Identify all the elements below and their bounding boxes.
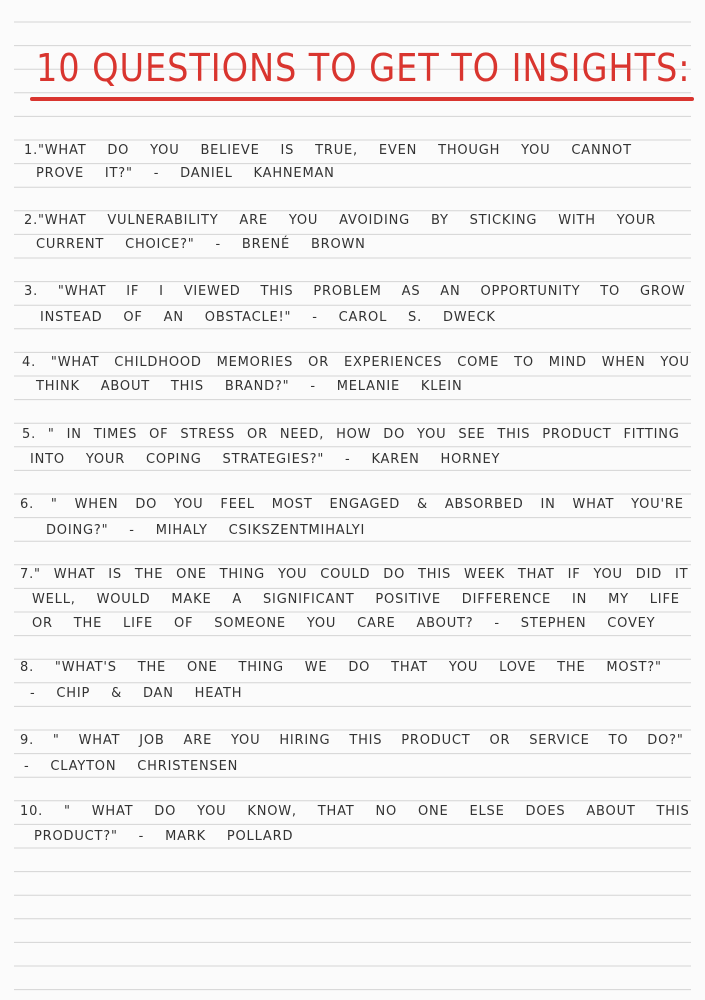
title-underline <box>30 97 694 101</box>
question-5-line-2: INTO YOUR COPING STRATEGIES?" - KAREN HORNEY <box>30 452 501 467</box>
question-2-line-1: 2."WHAT VULNERABILITY ARE YOU AVOIDING BY STICKING WITH YOUR <box>24 213 656 228</box>
page-title: 10 QUESTIONS TO GET TO INSIGHTS: <box>36 46 691 90</box>
question-6-line-1: 6. " WHEN DO YOU FEEL MOST ENGAGED & ABSORBED IN WHAT YOU'RE <box>20 497 684 512</box>
question-9-line-1: 9. " WHAT JOB ARE YOU HIRING THIS PRODUCT OR SERVICE TO DO?" <box>20 733 684 748</box>
question-5-line-1: 5. " IN TIMES OF STRESS OR NEED, HOW DO YOU SEE THIS PRODUCT FITTING <box>22 427 680 442</box>
question-1-line-2: PROVE IT?" - DANIEL KAHNEMAN <box>36 166 335 181</box>
question-10-line-2: PRODUCT?" - MARK POLLARD <box>34 829 294 844</box>
question-3-line-2: INSTEAD OF AN OBSTACLE!" - CAROL S. DWECK <box>40 310 496 325</box>
question-7-line-2: WELL, WOULD MAKE A SIGNIFICANT POSITIVE DIFFERENCE IN MY LIFE <box>32 592 680 607</box>
question-8-line-1: 8. "WHAT'S THE ONE THING WE DO THAT YOU LOVE THE MOST?" <box>20 660 662 675</box>
question-4-line-1: 4. "WHAT CHILDHOOD MEMORIES OR EXPERIENCES COME TO MIND WHEN YOU <box>22 355 690 370</box>
question-7-line-1: 7." WHAT IS THE ONE THING YOU COULD DO THIS WEEK THAT IF YOU DID IT <box>20 567 689 582</box>
question-8-line-2: - CHIP & DAN HEATH <box>30 686 243 701</box>
question-10-line-1: 10. " WHAT DO YOU KNOW, THAT NO ONE ELSE DOES ABOUT THIS <box>20 804 690 819</box>
question-1-line-1: 1."WHAT DO YOU BELIEVE IS TRUE, EVEN THOUGH YOU CANNOT <box>24 143 632 158</box>
question-7-line-3: OR THE LIFE OF SOMEONE YOU CARE ABOUT? - STEPHEN COVEY <box>32 616 656 631</box>
question-4-line-2: THINK ABOUT THIS BRAND?" - MELANIE KLEIN <box>36 379 463 394</box>
question-2-line-2: CURRENT CHOICE?" - BRENÉ BROWN <box>36 237 366 252</box>
question-6-line-2: DOING?" - MIHALY CSIKSZENTMIHALYI <box>46 523 366 538</box>
question-9-line-2: - CLAYTON CHRISTENSEN <box>24 759 239 774</box>
question-3-line-1: 3. "WHAT IF I VIEWED THIS PROBLEM AS AN OPPORTUNITY TO GROW <box>24 284 686 299</box>
